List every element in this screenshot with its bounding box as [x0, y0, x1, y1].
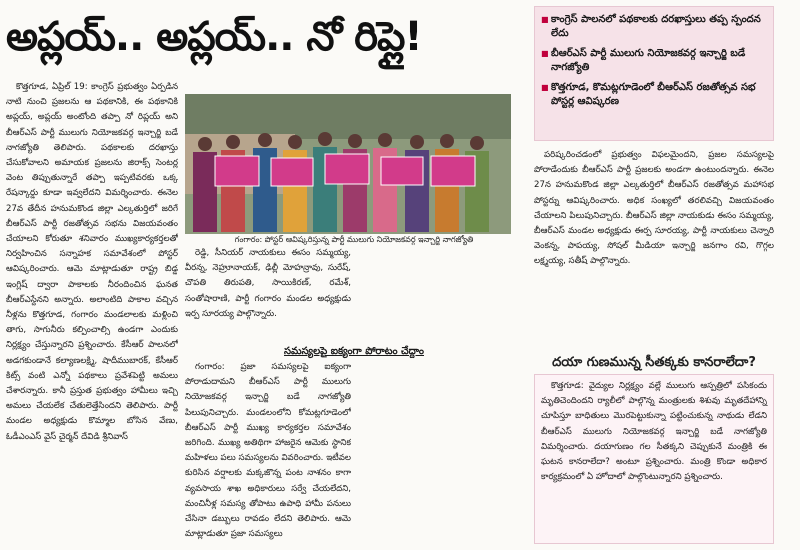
headline: అప్లయ్.. అప్లయ్.. నో రిప్లై!	[6, 14, 422, 60]
article-column-2	[185, 246, 351, 342]
news-photo	[185, 94, 511, 234]
highlight-item: ■ కాంగ్రెస్ పాలనలో పథకాలకు దరఖాస్తులు తప్ప స్పందన లేదు	[541, 13, 767, 41]
paragraph: కొత్తగూడ: వైద్యుల నిర్లక్ష్యం వల్లే ములుగు ఆస్పత్రిలో పసికందు మృతిచెందిందని ర్యాలీలో పాల్గొన్న మంత్రులకు శిశువు మృతదేహాన్ని చూపిస్తూ బాధితులు మొరపెట్టుకున్నా పట్టించుకున్న నాథుడు లేడని బీఆర్ఎస్ ములుగు నియోజకవర్గ ఇన్చార్జి బడే నాగజ్యోతి విమర్శించారు. దయాగుణం గల సీతక్కని చెప్పుకునే మంత్రికి ఈ ఘటన కానరాలేదా? అంటూ ప్రశ్నించారు. మంత్రి కొండా అధికార కార్యక్రమంలో ఏ హోదాలో పాల్గొంటున్నారని ప్రశ్నించారు.	[541, 381, 767, 483]
highlight-item: ■ కొత్తగూడ, కొమట్లగూడెంలో బీఆర్ఎస్ రజతోత్సవ సభ పోస్టర్ల ఆవిష్కరణ	[541, 81, 767, 109]
photo-caption: గంగారం: పోస్టర్ ఆవిష్కరిస్తున్న పార్టీ ములుగు నియోజకవర్గ ఇన్చార్జి నాగజ్యోతి	[234, 235, 474, 244]
paragraph: రెడ్డి, సీనియర్ నాయకులు ఈసం సమ్మయ్య, వీరన్న, నెహ్రూనాయక్, ఢిల్లీ మోహన్రావు, సురేష్, చొపతి తిరుపతి, సాయికిరణ్, రమేశ్, సంతోషారాణి, పార్టీ గంగారం మండల అధ్యక్షుడు ఇర్ప సూరయ్య పాల్గొన్నారు.	[185, 248, 351, 319]
paragraph: గంగారం: ప్రజా సమస్యలపై ఐక్యంగా పోరాడుదామని బీఆర్ఎస్ పార్టీ ములుగు నియోజకవర్గ ఇన్చార్జి బడే నాగజ్యోతి పిలుపునిచ్చారు. మండలంలోని కోమట్లగూడెంలో బీఆర్ఎస్ పార్టీ ముఖ్య కార్యకర్తల సమావేశం జరిగింది. ముఖ్య అతిథిగా హాజరైన ఆమెకు స్థానిక మహిళలు పలు సమస్యలను వివరించారు. ఇటీవల కురిసిన వర్షాలకు మక్కజొన్న పంట నాశనం కాగా వ్యవసాయ శాఖ అధికారులు సర్వే చేయలేదని, మంచినీళ్ల సమస్య తోపాటు ఉపాధి హామీ పనులు చేసినా డబ్బులు రావడం లేదని తెలిపారు. ఆమె మాట్లాడుతూ ప్రజా సమస్యలు	[185, 362, 351, 540]
sidebar-story	[534, 374, 774, 544]
group-photo-illustration	[185, 94, 511, 234]
subheading: సమస్యలపై ఐక్యంగా పోరాటం చేద్దాం	[284, 346, 424, 357]
article-column-1	[6, 80, 178, 550]
sidebar-story-title: దయా గుణమున్న సీతక్కకు కానరాలేదా?	[552, 355, 756, 370]
paragraph: పరిష్కరించడంలో ప్రభుత్వం విఫలమైందని, ప్రజల సమస్యలపై పోరాడేందుకు బీఆర్ఎస్ పార్టీ ప్రజలకు అండగా ఉంటుందన్నారు. ఈనెల 27న హనుమకొండ జిల్లా ఎల్కతుర్తిలో బీఆర్ఎస్ రజతోత్సవ మహాసభ పోస్టర్ను ఆవిష్కరించారు. అధిక సంఖ్యలో తరలివచ్చి విజయవంతం చేయాలని పిలుపునిచ్చారు. బీఆర్ఎస్ జిల్లా నాయకుడు ఈసం సమ్మయ్య, బీఆర్ఎస్ మండల అధ్యక్షుడు ఈర్ప సూరయ్య, పార్టీ నాయకులు చెన్నారి వెంకన్న, పాపయ్య, సోషల్ మీడియా ఇన్చార్జి జనగాం రవి, గొగ్గల లక్ష్మయ్య, సతీష్ పాల్గొన్నారు.	[534, 150, 774, 267]
article-column-2b	[185, 360, 351, 550]
article-column-4	[534, 148, 774, 343]
highlight-item: ■ బీఆర్ఎస్ పార్టీ ములుగు నియోజకవర్గ ఇన్చార్జి బడే నాగజ్యోతి	[541, 47, 767, 75]
paragraph: కొత్తగూడ, ఏప్రిల్ 19: కాంగ్రెస్ ప్రభుత్వం ఏర్పడిన నాటి నుంచి ప్రజలను ఆ పథకానికి, ఈ పథకానికి అప్లయ్, అప్లయ్ అంటోంది తప్పా నో రిప్లయ్ అని బీఆర్ఎస్ పార్టీ ములుగు నియోజకవర్గ ఇన్చార్జి బడే నాగజ్యోతి తెలిపారు. పథకాలకు దరఖాస్తు చేసుకోవాలని అమాయక ప్రజలను జిరాక్స్ సెంటర్ల వెంట తిప్పుతున్నారే తప్పా ఇప్పటివరకు ఒక్క రేషన్కార్డు కూడా ఇవ్వలేదని విమర్శించారు. ఈనెల 27వ తేదీన హనుమకొండ జిల్లా ఎల్కతుర్తిలో జరిగే బీఆర్ఎస్ పార్టీ రజతోత్సవ సభను విజయవంతం చేయాలని కోరుతూ శనివారం ముఖ్యకార్యకర్తలతో నిర్వహించిన సన్నాహక సమావేశంలో పోస్టర్ ఆవిష్కరించారు. ఆమె మాట్లాడుతూ రాష్ట్ర బిడ్డ ఇంగ్లిష్ ద్వారా పాకాలకు నీరందించిన ఘనత బీఆర్ఎస్దేనని అన్నారు. అలాంటిది పాకాల వచ్చిన నీళ్లను కొత్తగూడ, గంగారం మండలాలకు మళ్లించి తాగు, సాగునీరు కల్పించాల్సి ఉండగా ఎందుకు నిర్లక్ష్యం చేస్తున్నారని ప్రశ్నించారు. కేసీఆర్ పాలనలో అడగకుండానే కల్యాణలక్ష్మి, షాదీముబారక్, కేసీఆర్ కిట్స్ వంటి ఎన్నో పథకాలు ప్రవేశపెట్టి అమలు చేశారన్నారు. కానీ ప్రస్తుత ప్రభుత్వం హామీలు ఇచ్చి అమలు చేయలేక చేతులెత్తేసిందని తెలిపారు. పార్టీ మండల అధ్యక్షుడు కొమ్మాల బోసిన వేణు, ఓడీఎంఎస్ వైస్ చైర్మన్ దేవిడి శ్రీనివాస్	[6, 82, 178, 442]
highlights-box	[534, 6, 774, 141]
